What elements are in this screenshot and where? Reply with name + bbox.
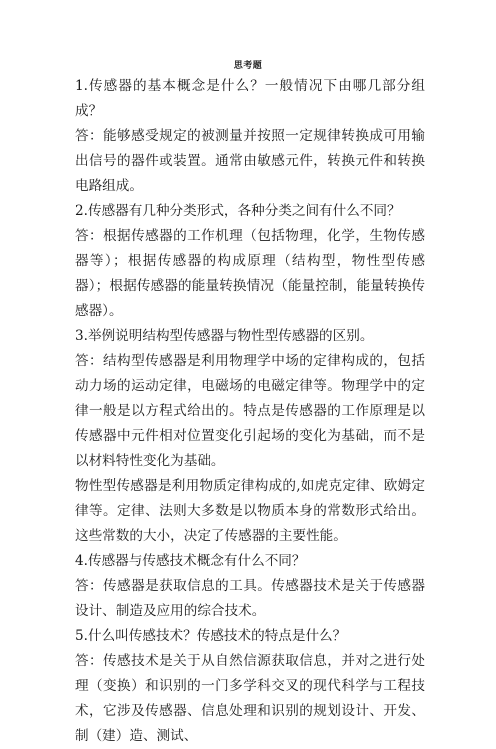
question-3: 3.举例说明结构型传感器与物性型传感器的区别。	[75, 328, 374, 344]
answer-2: 答：根据传感器的工作机理（包括物理，化学，生物传感器等）；根据传感器的构成原理（结构型，物性型传感器）；根据传感器的能量转换情况（能量控制，能量转换传感器）。	[75, 228, 425, 319]
question-5: 5.什么叫传感技术？传感技术的特点是什么？	[75, 628, 347, 644]
question-1: 1.传感器的基本概念是什么？一般情况下由哪几部分组成？	[75, 78, 425, 119]
answer-1: 答：能够感受规定的被测量并按照一定规律转换成可用输出信号的器件或装置。通常由敏感元件，转换元件和转换电路组成。	[75, 128, 425, 194]
document-body	[75, 74, 425, 749]
answer-3-part-1: 答：结构型传感器是利用物理学中场的定律构成的，包括动力场的运动定律，电磁场的电磁定律等。物理学中的定律一般是以方程式给出的。特点是传感器的工作原理是以传感器中元件相对位置变化引起场的变化为基础，而不是以材料特性变化为基础。	[75, 353, 425, 469]
answer-3-part-2: 物性型传感器是利用物质定律构成的,如虎克定律、欧姆定律等。定律、法则大多数是以物质本身的常数形式给出。这些常数的大小，决定了传感器的主要性能。	[75, 478, 425, 544]
question-4: 4.传感器与传感技术概念有什么不同？	[75, 553, 306, 569]
document-title: 思考题	[233, 61, 263, 71]
answer-5: 答：传感技术是关于从自然信源获取信息，并对之进行处理（变换）和识别的一门多学科交叉的现代科学与工程技术，它涉及传感器、信息处理和识别的规划设计、开发、制（建）造、测试、	[75, 653, 425, 744]
question-2: 2.传感器有几种分类形式，各种分类之间有什么不同？	[75, 203, 401, 219]
answer-4: 答：传感器是获取信息的工具。传感器技术是关于传感器设计、制造及应用的综合技术。	[75, 578, 425, 619]
